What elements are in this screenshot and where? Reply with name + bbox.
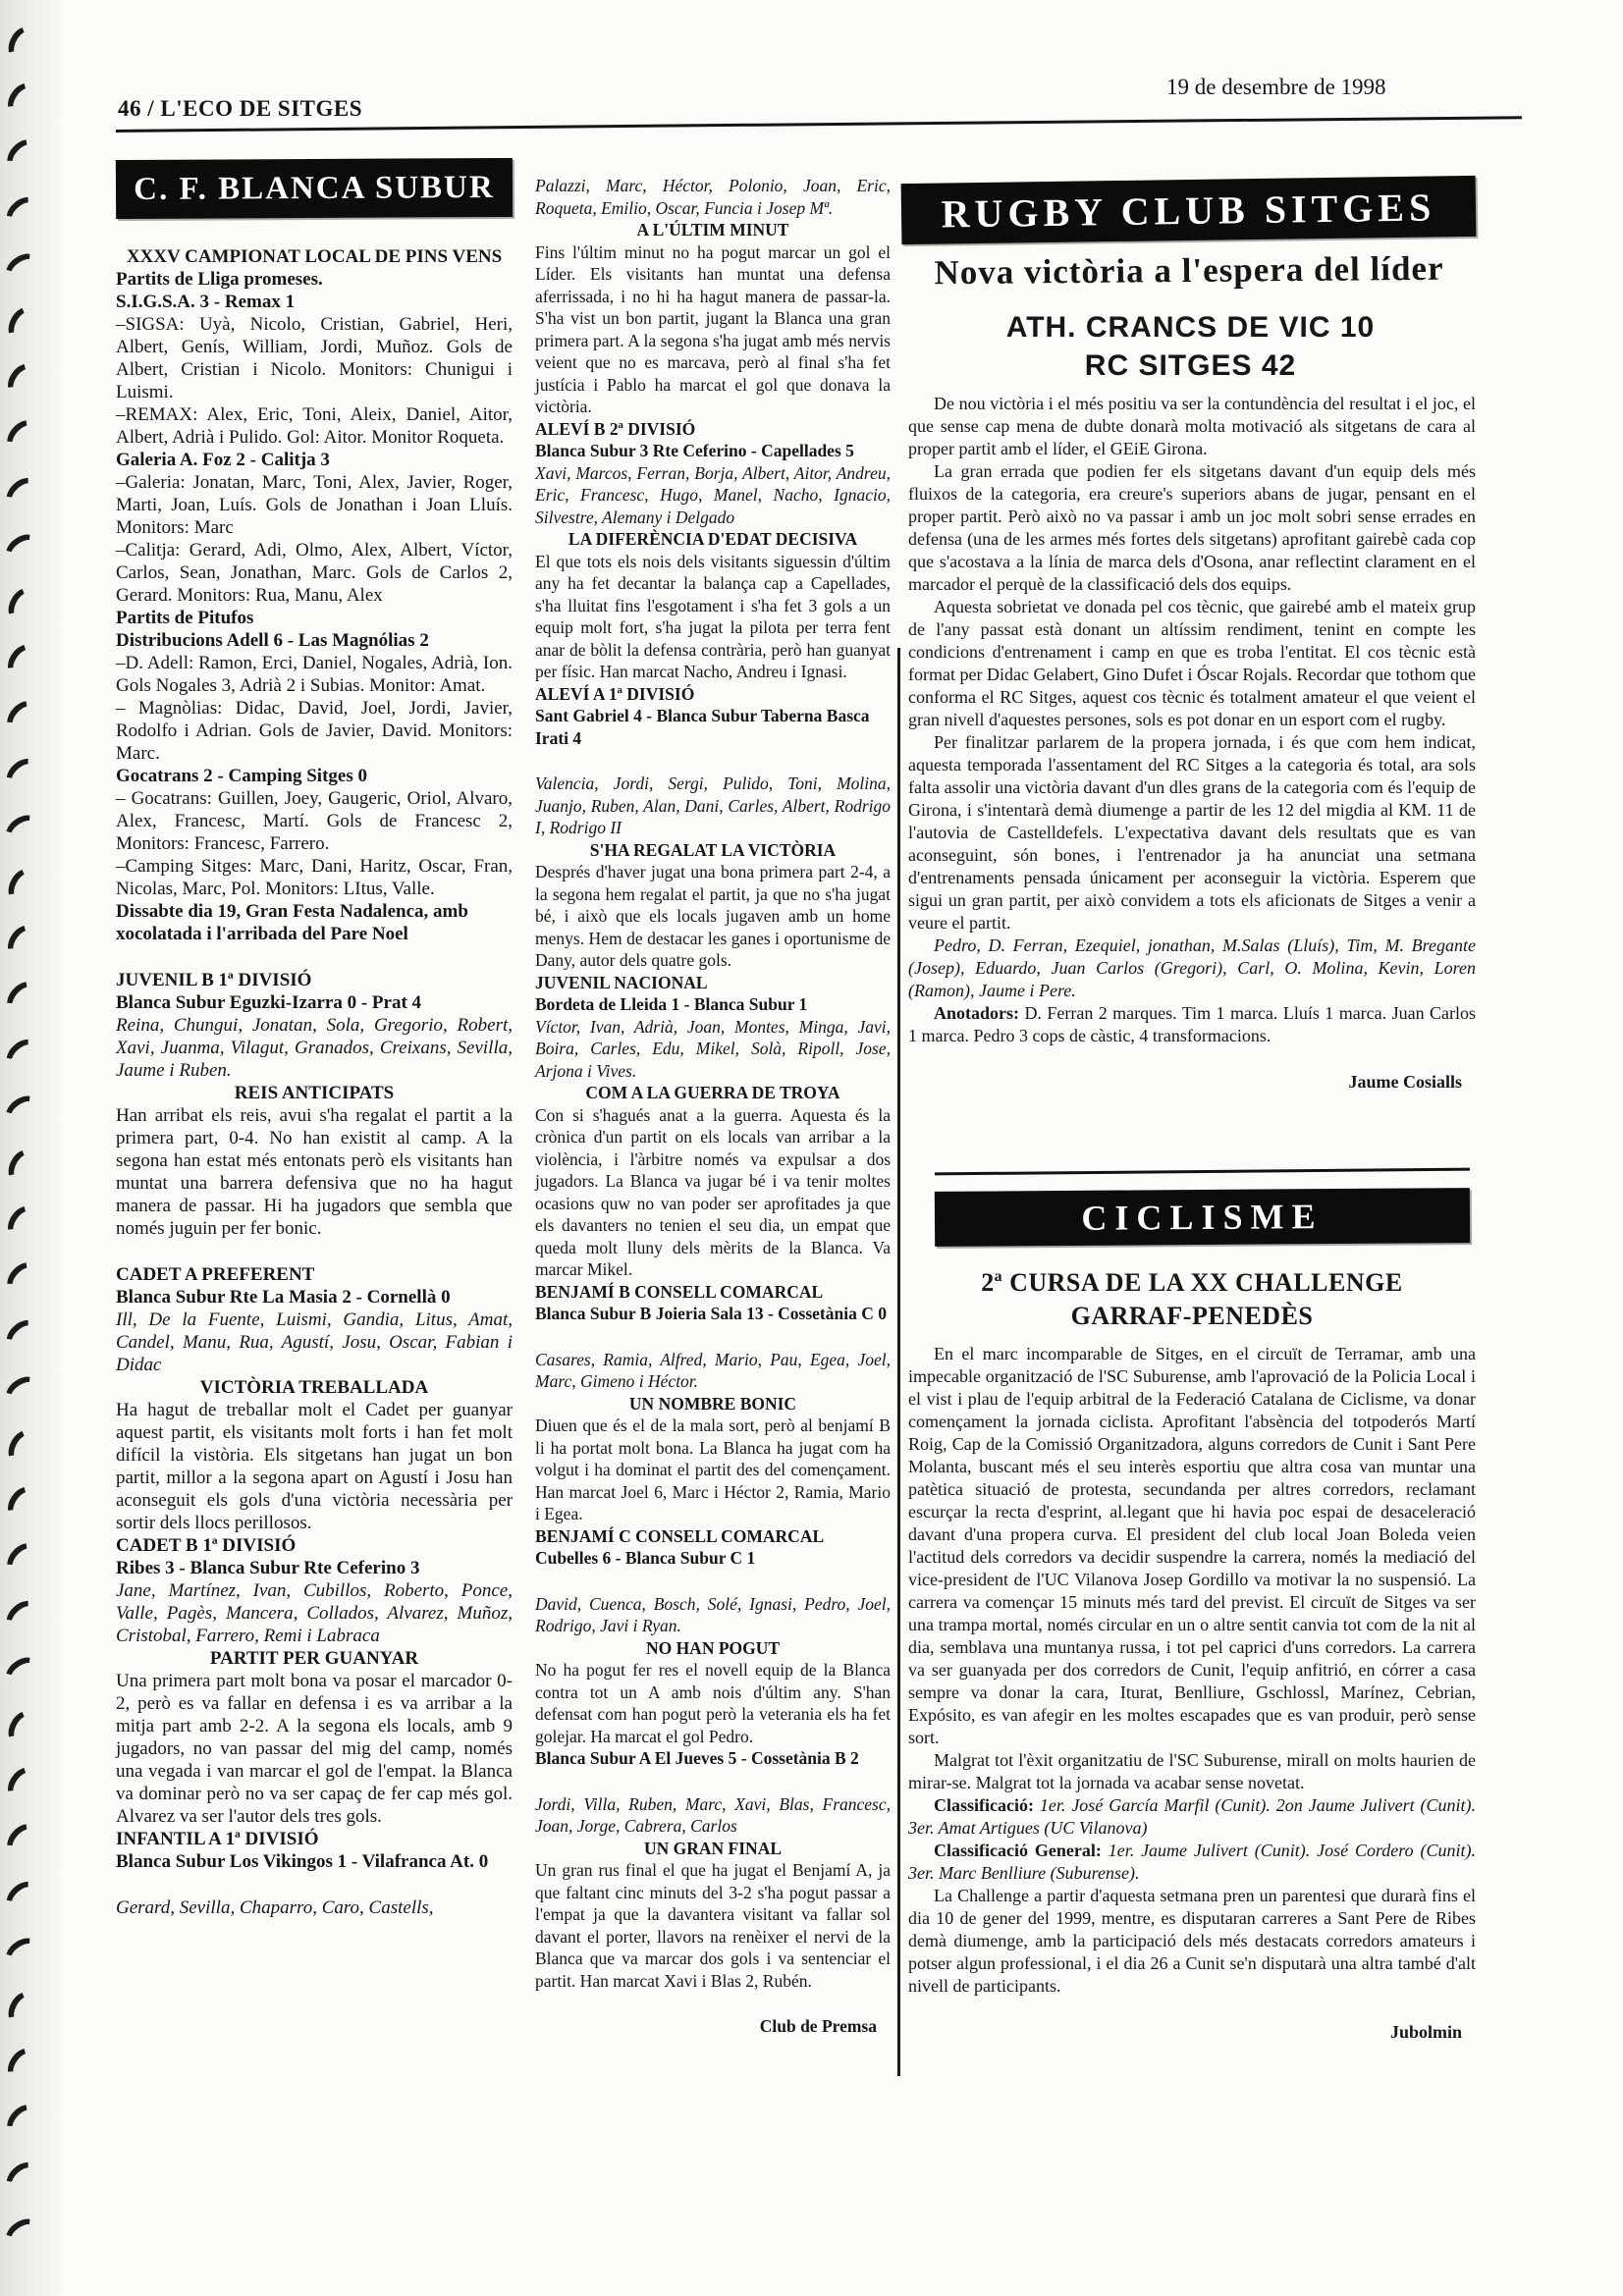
rugby-article bbox=[908, 393, 1476, 1094]
paragraph: –REMAX: Alex, Eric, Toni, Aleix, Daniel, Aitor, Albert, Adrià i Pulido. Gol: Aitor. Monitor Roqueta. bbox=[116, 404, 513, 448]
binding-hole-mark bbox=[2, 1481, 44, 1525]
lead-in-label: Classificació General: bbox=[934, 1841, 1109, 1860]
match-score bbox=[908, 308, 1473, 385]
binding-hole-mark bbox=[1, 2099, 44, 2143]
players-list: Jane, Martínez, Ivan, Cubillos, Roberto, Ponce, Valle, Pagès, Mancera, Collados, Alvarez, Muñoz, Cristobal, Farrero, Remi i Labraca bbox=[116, 1580, 513, 1646]
ciclisme-article bbox=[908, 1343, 1476, 2044]
paragraph: –Camping Sitges: Marc, Dani, Haritz, Oscar, Fran, Nicolas, Marc, Pol. Monitors: LItus, Valle. bbox=[116, 856, 513, 899]
paragraph: Fins l'últim minut no ha pogut marcar un gol el Líder. Els visitants han muntat una defensa aferrissada, i no hi ha hagut manera de passar-la. S'ha vist un bon partit, jugant la Blanca una gran primera part. A la segona s'ha jugat amb més nervis veient que no es marcava, però al final s'ha fet justícia i Pablo ha marcat el gol que donava la victòria. bbox=[535, 241, 891, 416]
paragraph: Diuen que és el de la mala sort, però al benjamí B li ha portat molt bona. La Blanca ha jugat com ha volgut i ha dominat el partit des del començament. Han marcat Joel 6, Marc i Héctor 2, Ramia, Mario i Egea. bbox=[535, 1415, 891, 1523]
binding-hole-mark bbox=[1, 752, 45, 795]
match-heading: Blanca Subur 3 Rte Ceferino - Capellades 5 bbox=[535, 441, 854, 460]
spiral-binding bbox=[0, 0, 51, 2296]
binding-hole-mark bbox=[1, 2156, 45, 2199]
players-list: Palazzi, Marc, Héctor, Polonio, Joan, Eric, Roqueta, Emilio, Oscar, Funcia i Josep Mª. bbox=[535, 176, 891, 218]
column-blanca-left bbox=[116, 245, 513, 1919]
paragraph: La gran errada que podien fer els sitgetans davant d'un equip dels més fluixos de la categoria, era creure's superiors abans de jugar, pensant en el proper partit. Però això no va passar i amb un joc molt sobri sense errades en defensa (una de les armes més fortes dels sitgetans) aprofitant gairebè cada cop que s'acostava a la línia de marca dels d'Osona, anar reflectint clarament en el marcador el perquè de la classificació dels dos equips. bbox=[908, 461, 1476, 594]
match-heading: Distribucions Adell 6 - Las Magnólias 2 bbox=[116, 630, 429, 651]
score-line-home: ATH. CRANCS DE VIC 10 bbox=[1005, 311, 1376, 344]
players-list: Jordi, Villa, Ruben, Marc, Xavi, Blas, Francesc, Joan, Jorge, Cabrera, Carlos bbox=[535, 1793, 891, 1836]
players-list: Gerard, Sevilla, Chaparro, Caro, Castells, bbox=[116, 1897, 434, 1918]
binding-hole-mark bbox=[1, 133, 44, 178]
binding-hole-mark bbox=[2, 2043, 44, 2087]
section-subheading: UN GRAN FINAL bbox=[644, 1838, 782, 1858]
section-subheading: UN NOMBRE BONIC bbox=[628, 1393, 797, 1414]
ciclisme-heading-line2: GARRAF-PENEDÈS bbox=[1070, 1302, 1314, 1330]
binding-hole-mark bbox=[0, 2213, 44, 2254]
match-heading: Cubelles 6 - Blanca Subur C 1 bbox=[535, 1548, 756, 1568]
binding-hole-mark bbox=[1, 1537, 44, 1581]
binding-hole-mark bbox=[0, 247, 44, 289]
binding-hole-mark bbox=[3, 1425, 42, 1469]
match-heading: CADET A PREFERENT bbox=[116, 1264, 315, 1285]
players-list: Valencia, Jordi, Sergi, Pulido, Toni, Molina, Juanjo, Ruben, Alan, Dani, Carles, Albert, Rodrigo I, Rodrigo II bbox=[535, 774, 891, 837]
match-heading: Partits de Lliga promeses. bbox=[116, 269, 323, 290]
section-subheading: PARTIT PER GUANYAR bbox=[209, 1648, 419, 1669]
lead-in-label: Classificació: bbox=[934, 1795, 1040, 1815]
paragraph: Un gran rus final el que ha jugat el Benjamí A, ja que faltant cinc minuts del 3-2 s'ha pogut passar a l'empat ja que la davantera visitant va fallar sol davant el porter, llavors na renèixer el nervi de la Blanca que va marcar dos gols i va sentenciar el partit. Han marcat Xavi i Blas 2, Rubén. bbox=[535, 1860, 891, 1991]
section-banner-blanca-subur: C. F. BLANCA SUBUR bbox=[116, 158, 513, 219]
binding-hole-mark bbox=[0, 1932, 44, 1973]
players-list: Casares, Ramia, Alfred, Mario, Pau, Egea, Joel, Marc, Gimeno i Héctor. bbox=[535, 1349, 891, 1391]
players-list: Xavi, Marcos, Ferran, Borja, Albert, Aitor, Andreu, Eric, Francesc, Hugo, Manel, Nacho, Ignacio, Silvestre, Alemany i Delgado bbox=[535, 462, 891, 527]
match-heading: Blanca Subur B Joieria Sala 13 - Cossetània C 0 bbox=[535, 1304, 887, 1323]
binding-hole-mark bbox=[1, 1594, 45, 1637]
rugby-headline: Nova victòria a l'espera del líder bbox=[934, 248, 1444, 293]
page-number-header: 46 / L'ECO DE SITGES bbox=[118, 96, 363, 121]
binding-hole-mark bbox=[3, 22, 42, 66]
binding-hole-mark bbox=[2, 1201, 44, 1245]
players-list: Ill, De la Fuente, Luismi, Gandia, Litus, Amat, Candel, Manu, Rua, Agustí, Josu, Oscar, Fabian i Didac bbox=[116, 1309, 513, 1375]
binding-hole-mark bbox=[1, 1875, 45, 1918]
match-heading: Partits de Pitufos bbox=[116, 608, 254, 628]
match-heading: BENJAMÍ C CONSELL COMARCAL bbox=[535, 1525, 825, 1546]
match-heading: Ribes 3 - Blanca Subur Rte Ceferino 3 bbox=[116, 1558, 420, 1578]
binding-hole-mark bbox=[1, 414, 44, 458]
binding-hole-mark bbox=[2, 920, 44, 964]
binding-hole-mark bbox=[1, 695, 44, 739]
ciclisme-heading-line1: 2ª CURSA DE LA XX CHALLENGE bbox=[981, 1268, 1403, 1297]
players-list: Pedro, D. Ferran, Ezequiel, jonathan, M.Salas (Lluís), Tim, M. Bregante (Josep), Eduardo, Juan Carlos (Gregori), Carl, O. Molina, Kevin, Loren (Ramon), Jaume i Pere. bbox=[908, 935, 1476, 1000]
column-divider-rule bbox=[897, 648, 900, 2076]
binding-hole-mark bbox=[1, 1033, 45, 1076]
signature: Club de Premsa bbox=[759, 2016, 877, 2036]
binding-hole-mark bbox=[0, 1370, 44, 1412]
binding-hole-mark bbox=[2, 639, 44, 683]
paragraph: El que tots els nois dels visitants siguessin d'últim any ha fet decantar la balança cap a Capellades, s'ha lluitat fins l'esgotament i s'ha fet 3 gols a un equip molt fort, s'ha jugat la pilota per terra fent anar de bòlit la defensa contrària, però han guanyat per físic. Han marcat Nacho, Andreu i Ignasi. bbox=[535, 551, 891, 681]
binding-hole-mark bbox=[1, 1313, 45, 1357]
section-subheading: REIS ANTICIPATS bbox=[234, 1083, 395, 1103]
match-heading: BENJAMÍ B CONSELL COMARCAL bbox=[535, 1281, 824, 1302]
match-heading: S.I.G.S.A. 3 - Remax 1 bbox=[116, 292, 296, 312]
section-subheading: VICTÒRIA TREBALLADA bbox=[199, 1377, 429, 1398]
paragraph: – Magnòlias: Didac, David, Joel, Jordi, Javier, Rodolfo i Adrian. Gols de Javier, David. Monitors: Marc. bbox=[116, 698, 513, 764]
paragraph: Anotadors: D. Ferran 2 marques. Tim 1 marca. Lluís 1 marca. Juan Carlos 1 marca. Pedro 3 cops de càstic, 4 transformacions. bbox=[908, 1003, 1476, 1045]
paragraph: Aquesta sobrietat ve donada pel cos tècnic, que gairebé amb el mateix grup de l'any passat està donant un altíssim rendiment, tenint en compte les condicions d'entrenament i camp en que es troba l'entitat. El cos tècnic està format per Didac Gelabert, Gino Dufet i Óscar Rojals. Recordar que tothom que conforma el RC Sitges, aquest cos tècnic és totalment amateur el que veient el gran nivell d'aquestes persones, sols es pot donar en un esport com el rugby. bbox=[908, 597, 1476, 729]
match-heading: JUVENIL NACIONAL bbox=[535, 972, 708, 992]
binding-hole-mark bbox=[1, 471, 45, 514]
paragraph: Malgrat tot l'èxit organitzatiu de l'SC Suburense, mirall on molts haurien de mirar-se. Malgrat tot la jornada va acabar sense novetat. bbox=[908, 1750, 1476, 1792]
binding-hole-mark bbox=[3, 864, 42, 908]
section-subheading: COM A LA GUERRA DE TROYA bbox=[585, 1083, 840, 1102]
signature: Jaume Cosialls bbox=[1348, 1072, 1462, 1092]
binding-hole-mark bbox=[0, 809, 44, 850]
ciclisme-divider-rule bbox=[935, 1168, 1470, 1176]
players-list: David, Cuenca, Bosch, Solé, Ignasi, Pedro, Joel, Rodrigo, Javi i Ryan. bbox=[535, 1593, 891, 1635]
match-heading: Dissabte dia 19, Gran Festa Nadalenca, amb xocolatada i l'arribada del Pare Noel bbox=[116, 901, 468, 944]
match-heading: JUVENIL B 1ª DIVISIÓ bbox=[116, 970, 312, 990]
match-heading: Blanca Subur Eguzki-Izarra 0 - Prat 4 bbox=[116, 992, 422, 1013]
paragraph: –D. Adell: Ramon, Erci, Daniel, Nogales, Adrià, Ion. Gols Nogales 3, Adrià 2 i Subias. Monitor: Amat. bbox=[116, 653, 513, 696]
binding-hole-mark bbox=[3, 1706, 42, 1750]
binding-hole-mark bbox=[3, 302, 42, 347]
players-list: Reina, Chungui, Jonatan, Sola, Gregorio, Robert, Xavi, Juanma, Vilagut, Granados, Creixans, Sevilla, Jaume i Ruben. bbox=[116, 1015, 513, 1081]
section-subheading: NO HAN POGUT bbox=[645, 1637, 781, 1658]
match-heading: INFANTIL A 1ª DIVISIÓ bbox=[116, 1829, 319, 1849]
match-heading: CADET B 1ª DIVISIÓ bbox=[116, 1535, 297, 1556]
binding-hole-mark bbox=[1, 1256, 44, 1301]
classification-line: Classificació General: 1er. Jaume Julivert (Cunit). José Cordero (Cunit). 3er. Marc Benlliure (Suburense). bbox=[908, 1841, 1476, 1883]
section-subheading: S'HA REGALAT LA VICTÒRIA bbox=[589, 839, 837, 860]
binding-hole-mark bbox=[3, 583, 42, 627]
paragraph: Ha hagut de treballar molt el Cadet per guanyar aquest partit, els visitants molt forts i han fet molt difícil la vistòria. Els sitgetans han jugat un bon partit, millor a la segona apart on Agustí i Josu han aconseguit els gols d'una victòria necessària per sortir dels llocs perillosos. bbox=[116, 1400, 513, 1533]
binding-hole-mark bbox=[1, 976, 44, 1020]
binding-hole-mark bbox=[1, 190, 45, 234]
binding-hole-mark bbox=[3, 1145, 42, 1189]
binding-hole-mark bbox=[0, 528, 44, 569]
match-heading: Blanca Subur A El Jueves 5 - Cossetània B 2 bbox=[535, 1748, 859, 1768]
binding-hole-mark bbox=[2, 358, 44, 402]
paragraph: Una primera part molt bona va posar el marcador 0-2, però es va fallar en defensa i es va arribar a la mitja part amb 2-2. A la segona els locals, amb 9 jugadors, no van passar del mig del camp, només una vegada i van marcar el gol de l'empat. la Blanca va dominar però no va ser capaç de fer cap més gol. Alvarez va ser l'autor dels tres gols. bbox=[116, 1671, 513, 1827]
players-list: Víctor, Ivan, Adrià, Joan, Montes, Minga, Javi, Boira, Carles, Edu, Mikel, Solà, Ripoll, Jose, Arjona i Vives. bbox=[535, 1016, 891, 1081]
match-heading: Blanca Subur Rte La Masia 2 - Cornellà 0 bbox=[116, 1287, 451, 1308]
paragraph: – Gocatrans: Guillen, Joey, Gaugeric, Oriol, Alvaro, Alex, Francesc, Martí. Gols de Francesc 2, Monitors: Francesc, Farrero. bbox=[116, 788, 513, 854]
signature: Jubolmin bbox=[1389, 2022, 1462, 2042]
match-heading: Sant Gabriel 4 - Blanca Subur Taberna Basca Irati 4 bbox=[535, 706, 870, 748]
score-line-away: RC SITGES 42 bbox=[1084, 349, 1297, 382]
binding-hole-mark bbox=[1, 1818, 44, 1862]
paragraph: La Challenge a partir d'aquesta setmana pren un parentesi que durarà fins el dia 10 de gener del 1999, mentre, es disputaran carreres a Sant Pere de Ribes demà diumenge, amb la participació dels més destacats corredors amateurs i potser algun professional, i el dia 26 a Cunit se'n disputarà una altra també d'alt nivell de participants. bbox=[908, 1886, 1476, 1996]
match-heading: ALEVÍ A 1ª DIVISIÓ bbox=[535, 683, 695, 704]
paragraph: Con si s'hagués anat a la guerra. Aquesta és la crònica d'un partit on els locals van arribar a la violència, i l'àrbitre només va expulsar a dos jugadors. La Blanca va jugar bé i va tenir moltes ocasions quw no van poder ser aprofitades ja que els davanters no tenien el seu dia, un empat que queda molt lluny dels mèrits de la Blanca. Va marcar Mikel. bbox=[535, 1104, 891, 1279]
match-heading: Gocatrans 2 - Camping Sitges 0 bbox=[116, 766, 367, 786]
match-heading: Galeria A. Foz 2 - Calitja 3 bbox=[116, 450, 330, 470]
section-subheading: XXXV CAMPIONAT LOCAL DE PINS VENS bbox=[126, 246, 503, 267]
binding-hole-mark bbox=[2, 1762, 44, 1806]
paragraph: De nou victòria i el més positiu va ser la contundència del resultat i el joc, el que sense cap mena de dubte donarà molta motivació als sitgetans de cara al proper partit amb el líder, el GEiE Girona. bbox=[908, 394, 1476, 458]
match-heading: Blanca Subur Los Vikingos 1 - Vilafranca At. 0 bbox=[116, 1851, 489, 1872]
binding-hole-mark bbox=[3, 1987, 42, 2031]
lead-in-label: Anotadors: bbox=[934, 1003, 1025, 1023]
paragraph: Per finalitzar parlarem de la propera jornada, i és que com hem indicat, aquesta temporada l'assentament del RC Sitges a la categoria és total, ara sols falta assolir una victòria davant d'un dles grans de la categoria com és l'equip de Girona, i s'intentarà demà diumenge a partir de les 12 del migdia al KM. 11 de l'autovia de Castelldefels. L'expectativa davant dels resultats que es van aconseguint, són bones, i l'entrenador ja ha anunciat una setmana d'entrenaments pensada únicament per aconseguir la victòria. Esperem que sigui un gran partit, per això convidem a tots els aficionats de Sitges a venir a veure el partit. bbox=[908, 732, 1476, 933]
section-banner-rugby: RUGBY CLUB SITGES bbox=[901, 176, 1477, 244]
section-subheading: LA DIFERÈNCIA D'EDAT DECISIVA bbox=[568, 529, 858, 549]
classification-line: Classificació: 1er. José García Marfil (Cunit). 2on Jaume Julivert (Cunit). 3er. Amat Artigues (UC Vilanova) bbox=[908, 1795, 1476, 1838]
match-heading: ALEVÍ B 2ª DIVISIÓ bbox=[535, 418, 696, 439]
date-header: 19 de desembre de 1998 bbox=[1166, 75, 1386, 99]
match-heading: Bordeta de Lleida 1 - Blanca Subur 1 bbox=[535, 994, 808, 1014]
binding-hole-mark bbox=[0, 1651, 44, 1692]
section-subheading: A L'ÚLTIM MINUT bbox=[636, 220, 789, 240]
paragraph: –Galeria: Jonatan, Marc, Toni, Alex, Javier, Roger, Marti, Joan, Luís. Gols de Jonathan i Joan Lluís. Monitors: Marc bbox=[116, 472, 513, 538]
paragraph: No ha pogut fer res el novell equip de la Blanca contra tot un A amb nois d'últim any. S'han defensat com han pogut però la veterania els ha fet golejar. Ha marcat el gol Pedro. bbox=[535, 1660, 891, 1746]
binding-hole-mark bbox=[0, 1090, 44, 1131]
column-blanca-right bbox=[535, 175, 891, 2038]
section-banner-ciclisme: CICLISME bbox=[935, 1188, 1470, 1247]
paragraph: En el marc incomparable de Sitges, en el circuït de Terramar, amb una impecable organització de l'SC Suburense, amb l'aprovació de la Policia Local i el vist i plau de l'equip arbitral de la Federació Catalana de Ciclisme, va donar començament la jornada ciclista. Aprofitant l'absència del totpoderós Martí Roig, Cap de la Comissió Organitzadora, alguns corredors de Cunit i Sant Pere Molanta, buscant més el seu interès esportiu que altra cosa van muntar una patètica situació de protesta, secundanda per altres corredors, reclamant escurçar la recta d'esprint, al.legant que hi havia poc espai de desaceleració davant d'una propera curva. El president del club local Joan Boleda veien l'actitud dels corredors va decidir suspendre la carrera, només la mediació del vice-president de l'UC Vilanova Josep Gordillo va motivar la no suspensió. La carrera va començar 15 minuts més tard del previst. El circuït de Sitges va ser una trampa mortal, només circular en un o altre sentit canvia tot com de la nit al dia, semblava una muntanya russa, i tot pel caprici d'uns corredors. La carrera va ser guanyada per dos corredors de Cunit, l'equip anfitrió, en córrer a casa sempre va donar la cara, Iturat, Benlliure, Gschlossl, Marínez, Cebrian, Expósito, es van afegir en les moltes escapades que es van produir, però sense sort. bbox=[908, 1344, 1476, 1747]
paragraph: –Calitja: Gerard, Adi, Olmo, Alex, Albert, Víctor, Carlos, Sean, Jonathan, Marc. Gols de Carlos 2, Gerard. Monitors: Rua, Manu, Alex bbox=[116, 540, 513, 606]
ciclisme-heading bbox=[908, 1266, 1476, 1333]
paragraph: Han arribat els reis, avui s'ha regalat el partit a la primera part, 0-4. No han existit al camp. A la segona han estat més entonats però els visitants han muntat una barrera defensiva que no ha hagut manera de passar. Hi ha jugadors que sembla que només juguin per fer bonic. bbox=[116, 1105, 513, 1239]
paragraph: Després d'haver jugat una bona primera part 2-4, a la segona hem regalat el partit, ja que no s'ha jugat bé, i això que els locals jugaven amb un home menys. Hem de destacar les ganes i oportunisme de Dany, autor dels quatre gols. bbox=[535, 862, 891, 970]
paragraph: –SIGSA: Uyà, Nicolo, Cristian, Gabriel, Heri, Albert, Genís, William, Jordi, Muñoz. Gols de Albert, Cristian i Nicolo. Monitors: Chunigui i Luismi. bbox=[116, 314, 513, 402]
binding-hole-mark bbox=[2, 78, 44, 122]
